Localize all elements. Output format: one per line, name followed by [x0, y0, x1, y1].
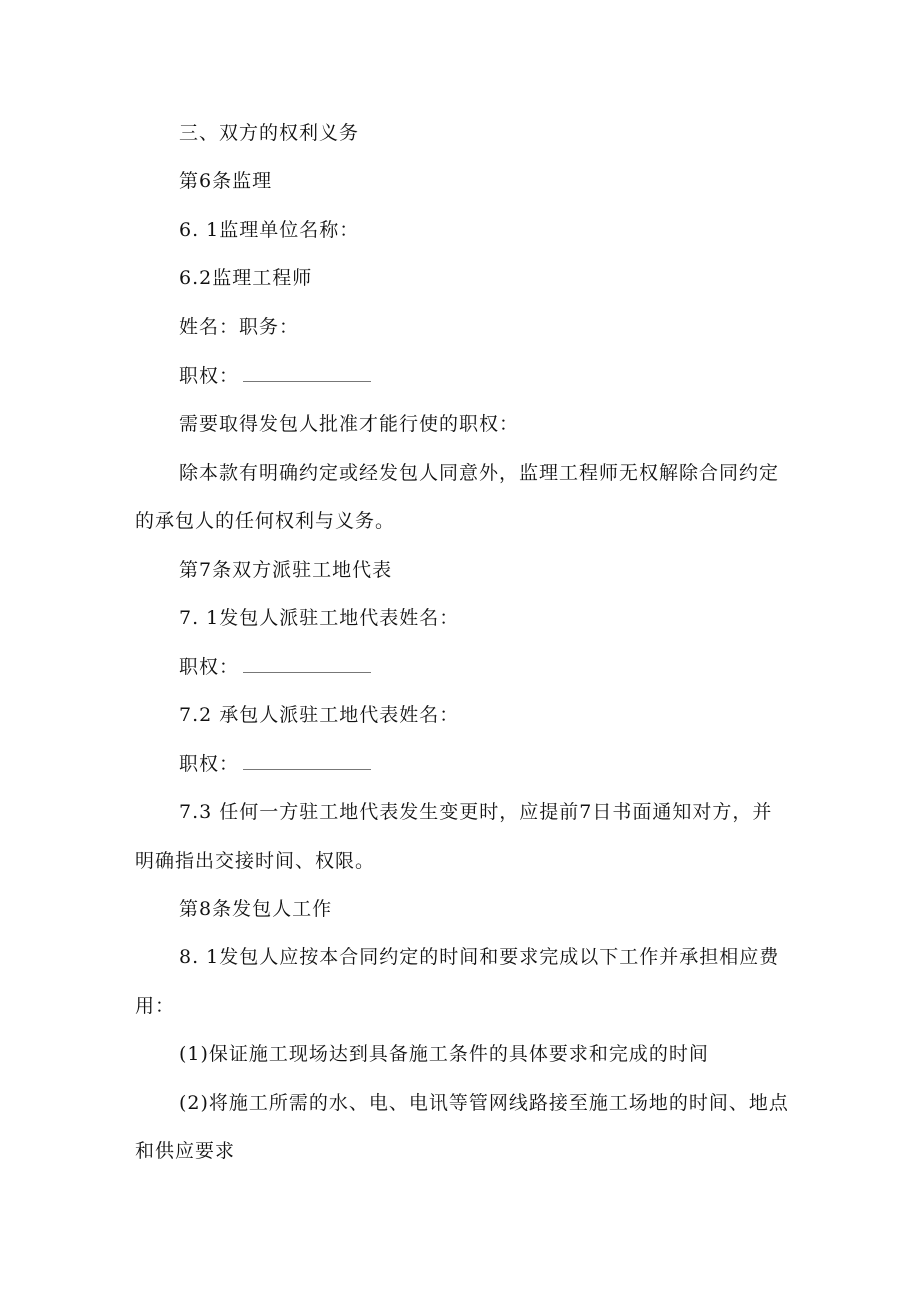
article-7-title: 第7条双方派驻工地代表: [179, 559, 393, 581]
authority-blank: [243, 656, 371, 673]
clause-6-2: 6.2监理工程师: [179, 267, 313, 289]
item-2-line-2: 和供应要求: [135, 1140, 236, 1162]
clause-7-3-line-2: 明确指出交接时间、权限。: [135, 850, 376, 872]
authority-blank: [243, 753, 371, 770]
authority-label: 职权：: [179, 753, 240, 775]
authority-label: 职权：: [179, 365, 240, 387]
clause-8-1-line-2: 用：: [135, 995, 176, 1017]
clause-6-paragraph-line-2: 的承包人的任何权利与义务。: [135, 510, 396, 532]
clause-7-3-line-1: 7.3 任何一方驻工地代表发生变更时，应提前7日书面通知对方，并: [179, 801, 773, 823]
clause-6-1: 6. 1监理单位名称：: [179, 219, 360, 241]
clause-6-paragraph-line-1: 除本款有明确约定或经发包人同意外，监理工程师无权解除合同约定: [179, 462, 780, 484]
name-position-line: 姓名：职务：: [179, 316, 300, 338]
authority-line-7-2: [179, 752, 371, 776]
clause-8-1-line-1: 8. 1发包人应按本合同约定的时间和要求完成以下工作并承担相应费: [179, 946, 780, 968]
item-1: (1)保证施工现场达到具备施工条件的具体要求和完成的时间: [179, 1043, 709, 1065]
item-2-line-1: (2)将施工所需的水、电、电讯等管网线路接至施工场地的时间、地点: [179, 1092, 789, 1114]
section-heading: 三、双方的权利义务: [179, 122, 360, 144]
clause-7-2: 7.2 承包人派驻工地代表姓名：: [179, 704, 460, 726]
authority-line-7-1: [179, 655, 371, 679]
authority-label: 职权：: [179, 656, 240, 678]
clause-7-1: 7. 1发包人派驻工地代表姓名：: [179, 607, 460, 629]
article-8-title: 第8条发包人工作: [179, 898, 333, 920]
authority-line-6: [179, 364, 371, 388]
article-6-title: 第6条监理: [179, 170, 273, 192]
approval-line: 需要取得发包人批准才能行使的职权：: [179, 413, 520, 435]
authority-blank: [243, 365, 371, 382]
